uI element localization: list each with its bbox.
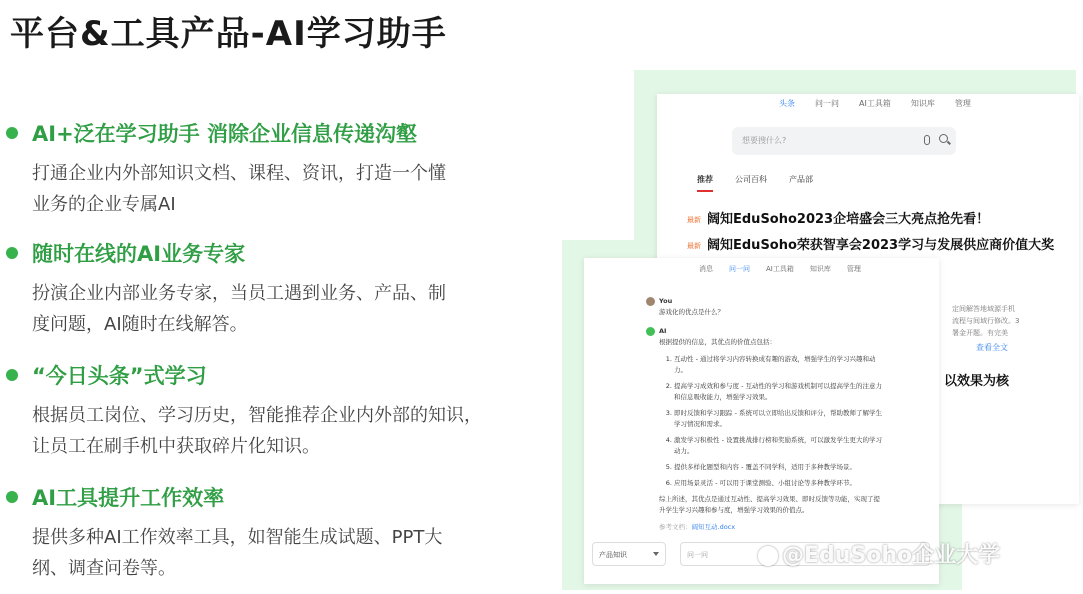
list-item: 6. 应用场景灵活 - 可以用于课堂测验、小组讨论等多种教学环节。 (674, 478, 886, 489)
list-item: 1. 互动性 - 通过将学习内容转换成有趣的游戏，增强学生的学习兴趣和动力。 (674, 354, 886, 376)
search-input[interactable]: 想要搜什么? (742, 136, 787, 145)
list-item: 5. 提供多样化题型和内容 - 覆盖不同学科，适用于多种教学场景。 (674, 462, 886, 473)
feature-title: AI工具提升工作效率 (32, 486, 225, 510)
bullet-dot (6, 127, 18, 139)
weibo-logo-icon (758, 546, 778, 566)
ref-label: 参考文档： (659, 523, 692, 531)
nav-tab-headlines[interactable]: 头条 (779, 99, 795, 108)
ask-input[interactable]: 问一问 (680, 542, 930, 566)
bullet-dot (6, 491, 18, 503)
watermark-text: @EduSoho企业大学 (782, 543, 1001, 568)
feature-title: “今日头条”式学习 (32, 364, 207, 388)
chat-top-nav (699, 264, 877, 274)
nav-tab-ask[interactable]: 问一问 (729, 265, 750, 273)
ref-doc-link[interactable]: 阔知互动.docx (691, 523, 736, 531)
news-title-fragment: 以效果为核 (944, 374, 1010, 389)
snippet-text: 署金开题。有完美 (952, 329, 1008, 337)
microphone-icon[interactable] (924, 135, 930, 145)
news-tag: 最新 (687, 241, 701, 250)
feature-desc: 根据员工岗位、学习历史，智能推荐企业内外部的知识，让员工在刷手机中获取碎片化知识。 (32, 405, 482, 457)
user-name: You (659, 297, 673, 305)
feed-subtabs (697, 174, 835, 192)
list-item: 4. 激发学习积极性 - 设置挑战排行榜和奖励系统，可以激发学生更大的学习动力。 (674, 435, 886, 457)
news-title[interactable]: 阔知EduSoho2023企培盛会三大亮点抢先看！ (707, 212, 990, 227)
bullet-dot (6, 247, 18, 259)
ai-name: AI (659, 327, 667, 335)
news-item[interactable] (687, 208, 989, 227)
list-item: 3. 即时反馈和学习跟踪 - 系统可以立即给出反馈和评分，帮助教师了解学生学习情况和需求。 (674, 408, 886, 430)
subtab-recommend[interactable]: 推荐 (697, 174, 713, 192)
chat-thread (646, 296, 886, 533)
subtab-product[interactable]: 产品部 (789, 175, 813, 184)
select-value: 产品知识 (599, 551, 627, 559)
ai-intro: 根据提供的信息，其优点的价值点包括： (659, 338, 776, 346)
user-question: 游戏化的优点是什么？ (659, 308, 724, 316)
page-title: 平台&工具产品-AI学习助手 (10, 14, 447, 54)
top-nav (779, 98, 991, 109)
search-icon[interactable] (939, 134, 948, 143)
feature-desc: 打通企业内外部知识文档、课程、资讯，打造一个懂业务的企业专属AI (32, 163, 446, 215)
news-title[interactable]: 阔知EduSoho荣获智享会2023学习与发展供应商价值大奖 (707, 238, 1055, 253)
nav-tab-knowledge[interactable]: 知识库 (809, 265, 831, 273)
bullet-dot (6, 369, 18, 381)
nav-tab-ai-tools[interactable]: AI工具箱 (859, 99, 891, 108)
nav-tab-messages[interactable]: 消息 (699, 265, 713, 273)
knowledge-select[interactable] (592, 542, 666, 566)
subtab-wiki[interactable]: 公司百科 (735, 175, 767, 184)
watermark (758, 538, 1000, 569)
nav-tab-ai-tools[interactable]: AI工具箱 (766, 265, 794, 273)
ai-avatar (646, 327, 655, 336)
search-bar[interactable] (732, 127, 956, 155)
feature-desc: 提供多种AI工作效率工具，如智能生成试题、PPT大纲、调查问卷等。 (32, 527, 443, 579)
feature-desc: 扮演企业内部业务专家，当员工遇到业务、产品、制度问题，AI随时在线解答。 (32, 283, 446, 335)
feature-title: 随时在线的AI业务专家 (32, 242, 246, 266)
nav-tab-manage[interactable]: 管理 (954, 99, 971, 108)
nav-tab-manage[interactable]: 管理 (846, 265, 861, 273)
nav-tab-ask[interactable]: 问一问 (815, 99, 839, 108)
ai-answer-list (674, 354, 886, 489)
read-more-link[interactable]: 查看全文 (976, 343, 1008, 352)
list-item: 2. 提高学习成效和参与度 - 互动性的学习和游戏机制可以提高学生的注意力和信息吸收能力，增强学习效果。 (674, 381, 886, 403)
user-avatar (646, 297, 655, 306)
snippet-text: 定间解答地域源手机 (952, 305, 1015, 313)
ai-summary: 综上所述，其优点是通过互动性、提高学习效果、即时反馈等功能，实现了提升学生学习兴趣和参与度，增强学习效果的价值点。 (659, 495, 880, 514)
news-tag: 最新 (687, 215, 701, 224)
nav-tab-knowledge[interactable]: 知识库 (910, 99, 935, 108)
snippet-text: 流程与间域行修改。3 (952, 317, 1020, 325)
chevron-down-icon (653, 552, 659, 556)
ai-chat-card (584, 258, 939, 584)
news-item[interactable] (687, 234, 1054, 253)
feature-title: AI+泛在学习助手 消除企业信息传递沟壑 (32, 122, 417, 146)
